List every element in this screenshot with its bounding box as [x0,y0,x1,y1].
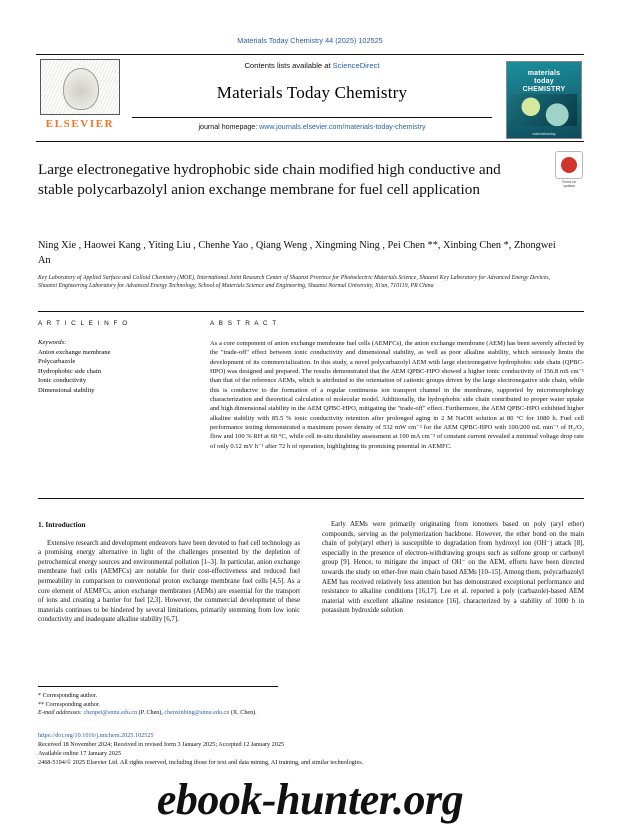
sciencedirect-link[interactable]: ScienceDirect [332,61,380,70]
cover-artwork [511,94,577,126]
footnote-emails [38,709,338,718]
publication-dates: Received 18 November 2024; Received in revised form 3 January 2025; Accepted 12 January 2025 [38,741,285,748]
email-link-chenpei[interactable]: chenpei@snnu.edu.cn [83,710,138,717]
available-online: Available online 17 January 2025 [38,750,122,757]
keyword-item: Dimensional stability [38,386,95,394]
journal-title: Materials Today Chemistry [216,83,408,102]
cover-title-line1: materials [527,70,561,77]
doi-link[interactable]: https://doi.org/10.1016/j.mtchem.2025.102525 [38,732,154,739]
running-head: Materials Today Chemistry 44 (2025) 102525 [237,36,383,45]
watermark: ebook-hunter.org [156,775,464,824]
keyword-item: Anion exchange membrane [38,349,111,356]
keyword-item: Ionic conductivity [38,377,87,385]
publication-meta [38,731,458,767]
crossmark-caption-line2: updates [562,184,576,188]
page-title: Large electronegative hydrophobic side chain modified high conductive and stable polycarbazolyl anion exchange membrane for fuel cell application [38,161,501,198]
elsevier-logo [38,59,122,137]
abstract-heading: A B S T R A C T [210,320,278,327]
article-info-heading: A R T I C L E I N F O [38,320,129,327]
cover-title-line3: CHEMISTRY [522,86,566,93]
crossmark-caption-line1: Check for [561,180,577,184]
contents-line [132,61,492,70]
keyword-item: Polycarbazole [38,358,76,366]
body-paragraph: Early AEMs were primarily originating from ionomers based on poly (aryl ether) compounds, serving as the polymerization backbone. However, the ether bond on the main chain of poly(aryl ether) is susceptible to degradation from hydroxyl ion (OH⁻) attack [8], especially in the presence of electron-withdrawing groups such as sulfone group or carbonyl group [9]. Hence, to mitigate the impact of OH⁻ on the AEM, efforts have been directed towards the study on ether-free main chain based AEMs [10–15]. Among them, polycarbazolyl AEM has received relatively less attention but has demonstrated exceptional performance and resistance to alkaline conditions [16,17]. Lee et al. reported a poly (carbazole)-based AEM material with excellent alkaline resistance [16], characterized by a stability of 1000 h in potassium hydroxide solution [322,521,584,615]
cover-title-line2: today [534,78,554,85]
cover-footer: materialstoday [532,132,556,136]
crossmark-icon [555,151,583,179]
crossmark-badge[interactable] [554,151,584,188]
crossmark-caption [554,180,584,188]
email-link-chenxinbing[interactable]: chenxinbing@snnu.edu.cn [164,710,230,717]
keyword-item: Hydrophobic side chain [38,367,101,375]
keywords-heading: Keywords: [38,339,67,346]
cover-title [507,70,581,94]
email-owner-2: (X. Chen). [229,710,257,717]
elsevier-wordmark: ELSEVIER [45,118,115,130]
journal-homepage-bar [132,117,492,131]
footnote-corresponding-2: ** Corresponding author. [38,701,101,708]
body-paragraph: Extensive research and development endeavors have been devoted to fuel cell technology as a promising energy alternative in light of the challenges presented by the depletion of petrochemical energy sources and environmental pollution [1–3]. In particular, anion exchange membrane fuel cells (AEMFCs) are notable for their cost-effectiveness and reduced fuel permeability in comparison to conventional proton exchange membrane fuel cells [4,5]. As a core element of AEMFCs, anion exchange membranes (AEMs) are essential for the transport of ions and creating a barrier for fuel [2,3]. However, the commercial development of these materials continues to be hindered by several limitations, primarily stemming from low ionic conductivity and inadequate alkaline stability [6,7]. [38,539,300,624]
journal-homepage-link[interactable]: www.journals.elsevier.com/materials-today-chemistry [259,123,426,131]
author-list: Ning Xie , Haowei Kang , Yiting Liu , Chenhe Yao , Qiang Weng , Xingming Ning , Pei Chen **, Xinbing Chen *, Zhongwei An [38,240,556,266]
masthead-center [132,61,492,103]
article-info-block [38,320,188,395]
footnotes-block [38,692,338,718]
email-label: E-mail addresses: [38,710,82,717]
email-owner-1: (P. Chen), [137,710,165,717]
footnote-corresponding-1: * Corresponding author. [38,693,98,699]
info-band-bottom-rule [38,498,584,499]
affiliation: Key Laboratory of Applied Surface and Colloid Chemistry (MOE), International Joint Research Center of Shaanxi Province for Photoelectric Materials Science, Shaanxi Key Laboratory for Advanced Energy Devices, Shaanxi Engineering Laboratory for Advanced Energy Technology, School of Materials Science and Engineering, Shaanxi Normal University, Xi'an, 710119, PR China [38,275,550,290]
abstract-text: As a core component of anion exchange membrane fuel cells (AEMFCs), the anion exchange membrane (AEM) has been severely affected by the "trade-off" effect between ionic conductivity and dimensional stability, as well as poor alkaline stability, which seriously limits the development of its commercialization. In this study, a novel polycarbazolyl AEM with large electronegative hydrophobic side chain (QPBC-HPO) was designed and prepared. The results demonstrated that the AEM QPBC-HPO showed a higher ionic conductivity of 156.8 mS cm⁻¹ than that of the reference AEMs, which is attributed to the orientation of cationic groups driven by the large electronegative side chain, while this is conducive to the formation of a regular continuous ion transport channel in the membrane, supported by micromorphology characterization and theoretical calculation of molecular model. Additionally, the hydrophobic side chain contributed to proper water uptake and high dimensional stability in the AEM QPBC-HPO, mitigating the "trade-off" effect. Furthermore, the AEM QPBC-HPO exhibited higher alkaline stability with 85.5 % ionic conductivity retention after prolonged aging in 2 M NaOH solution at 80 °C for 1080 h. Fuel cell performance testing demonstrated a maximum power density of 532 mW cm⁻² for the AEM QPBC-HPO with 100/200 mL min⁻¹ of H₂/O₂ flow and 100 % RH at 60 °C, while cell in-situ durability assessment at 100 mA cm⁻² of constant current revealed a minimal voltage drop rate of only 0.12 mV h⁻¹ after 72 h of operation, highlighting its promising potential in AEMFC. [210,340,584,450]
journal-masthead [36,54,584,142]
copyright-line: 2468-5194/© 2025 Elsevier Ltd. All rights reserved, including those for text and data mining, AI training, and similar technologies. [38,759,364,766]
footnote-rule [38,686,278,687]
elsevier-tree-icon [40,59,120,115]
contents-prefix: Contents lists available at [244,61,333,70]
body-column-right [322,520,584,616]
abstract-block [210,320,584,451]
section-heading-introduction: 1. Introduction [38,520,86,529]
journal-cover-thumbnail [506,61,582,139]
info-band-top-rule [38,311,584,312]
homepage-prefix: journal homepage: [198,123,260,131]
body-column-left [38,520,300,625]
